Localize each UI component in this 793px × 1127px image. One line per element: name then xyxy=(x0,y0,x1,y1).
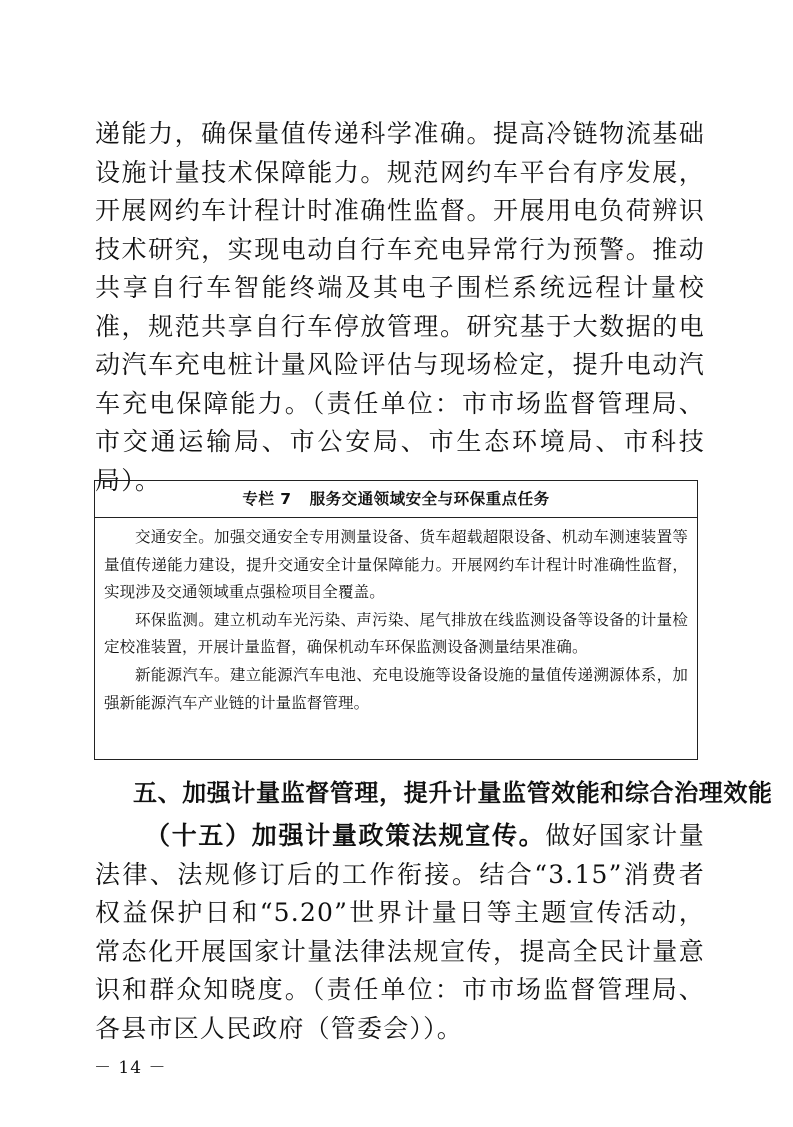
box-title-row xyxy=(95,481,697,518)
box-paragraph-traffic-safety: 交通安全。加强交通安全专用测量设备、货车超载超限设备、机动车测速装置等量值传递能力建设，提升交通安全计量保障能力。开展网约车计程计时准确性监督，实现涉及交通领域重点强检项目全覆盖。 xyxy=(104,528,688,602)
box-label: 专栏 7 xyxy=(242,490,292,508)
paragraph-15 xyxy=(95,817,705,1048)
box-title: 服务交通领域安全与环保重点任务 xyxy=(309,490,550,508)
page-number: － 14 － xyxy=(94,1058,167,1078)
box-paragraph-new-energy: 新能源汽车。建立能源汽车电池、充电设施等设备设施的量值传递溯源体系，加强新能源汽车产业链的计量监督管理。 xyxy=(104,665,688,712)
paragraph-15-text: 做好国家计量法律、法规修订后的工作衔接。结合“3.15”消费者权益保护日和“5.20”世界计量日等主题宣传活动，常态化开展国家计量法律法规宣传，提高全民计量意识和群众知晓度。（责任单位：市市场监督管理局、各县市区人民政府（管委会））。 xyxy=(95,821,705,1043)
paragraph-15-lead: （十五）加强计量政策法规宣传。 xyxy=(145,821,546,850)
box-body xyxy=(95,518,697,717)
continued-paragraph: 递能力，确保量值传递科学准确。提高冷链物流基础设施计量技术保障能力。规范网约车平台有序发展，开展网约车计程计时准确性监督。开展用电负荷辨识技术研究，实现电动自行车充电异常行为预警。推动共享自行车智能终端及其电子围栏系统远程计量校准，规范共享自行车停放管理。研究基于大数据的电动汽车充电桩计量风险评估与现场检定，提升电动汽车充电保障能力。（责任单位：市市场监督管理局、市交通运输局、市公安局、市生态环境局、市科技局）。 xyxy=(95,119,705,495)
special-column-box xyxy=(94,480,698,760)
box-paragraph-env-monitoring: 环保监测。建立机动车光污染、声污染、尾气排放在线监测设备等设备的计量检定校准装置，开展计量监督，确保机动车环保监测设备测量结果准确。 xyxy=(104,610,688,657)
section-heading: 五、加强计量监督管理，提升计量监管效能和综合治理效能 xyxy=(133,779,773,807)
